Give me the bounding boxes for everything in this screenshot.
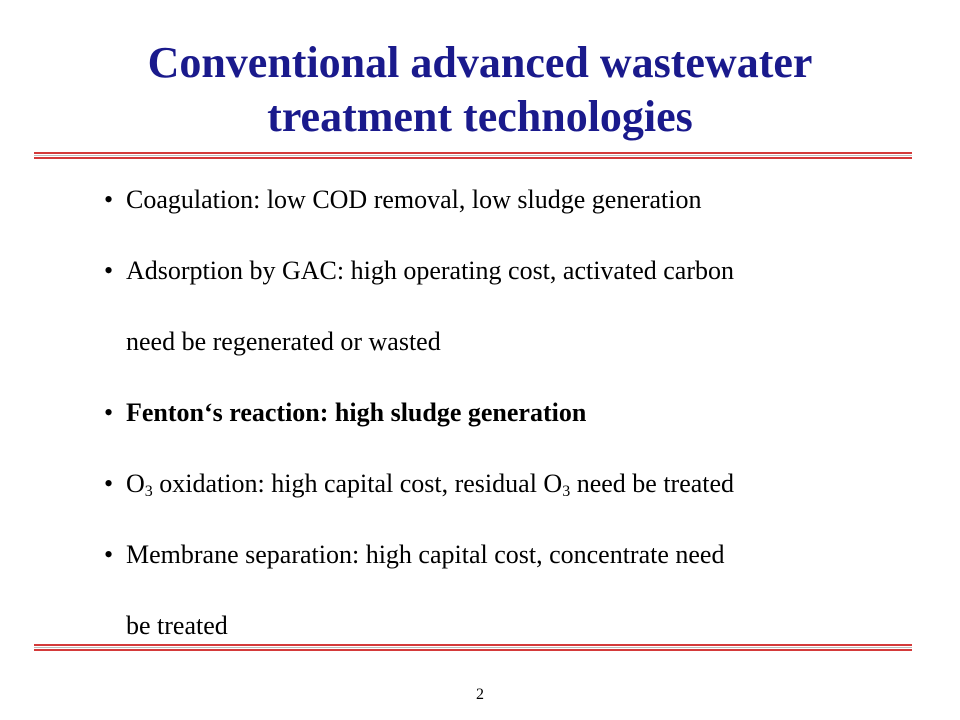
bullet-dot: • [104,469,114,498]
slide-title-line-2: treatment technologies [267,92,693,141]
bullet-ozone [104,460,924,507]
page-number: 2 [476,686,484,703]
slide-title-line-1: Conventional advanced wastewater [147,38,813,87]
ozone-subscript: 3 [562,483,571,500]
ozone-symbol: O [126,469,145,498]
ozone-text-end: need be treated [570,469,735,498]
ozone-text: oxidation: high capital cost, residual O [152,469,563,498]
bullet-text: be treated [126,611,228,640]
bullet-adsorption-continued [104,318,924,365]
bullet-text: Coagulation: low COD removal, low sludge generation [126,185,702,214]
bullet-text: Membrane separation: high capital cost, concentrate need [126,540,725,569]
slide-title [0,36,960,144]
bullet-membrane [104,531,924,578]
bullet-fenton [104,389,924,436]
bullet-dot: • [104,540,114,569]
bullet-text: Fenton‘s reaction: high sludge generation [126,398,587,427]
bullet-coagulation [104,176,924,223]
bullet-text: need be regenerated or wasted [126,327,441,356]
bottom-divider [34,644,912,651]
top-divider [34,152,912,159]
bullet-membrane-continued [104,602,924,649]
bullet-list [104,176,924,673]
bullet-dot: • [104,398,114,427]
bullet-text: Adsorption by GAC: high operating cost, activated carbon [126,256,734,285]
bullet-text [126,469,734,498]
bullet-adsorption [104,247,924,294]
bullet-dot: • [104,185,114,214]
ozone-subscript: 3 [144,483,153,500]
bullet-dot: • [104,256,114,285]
